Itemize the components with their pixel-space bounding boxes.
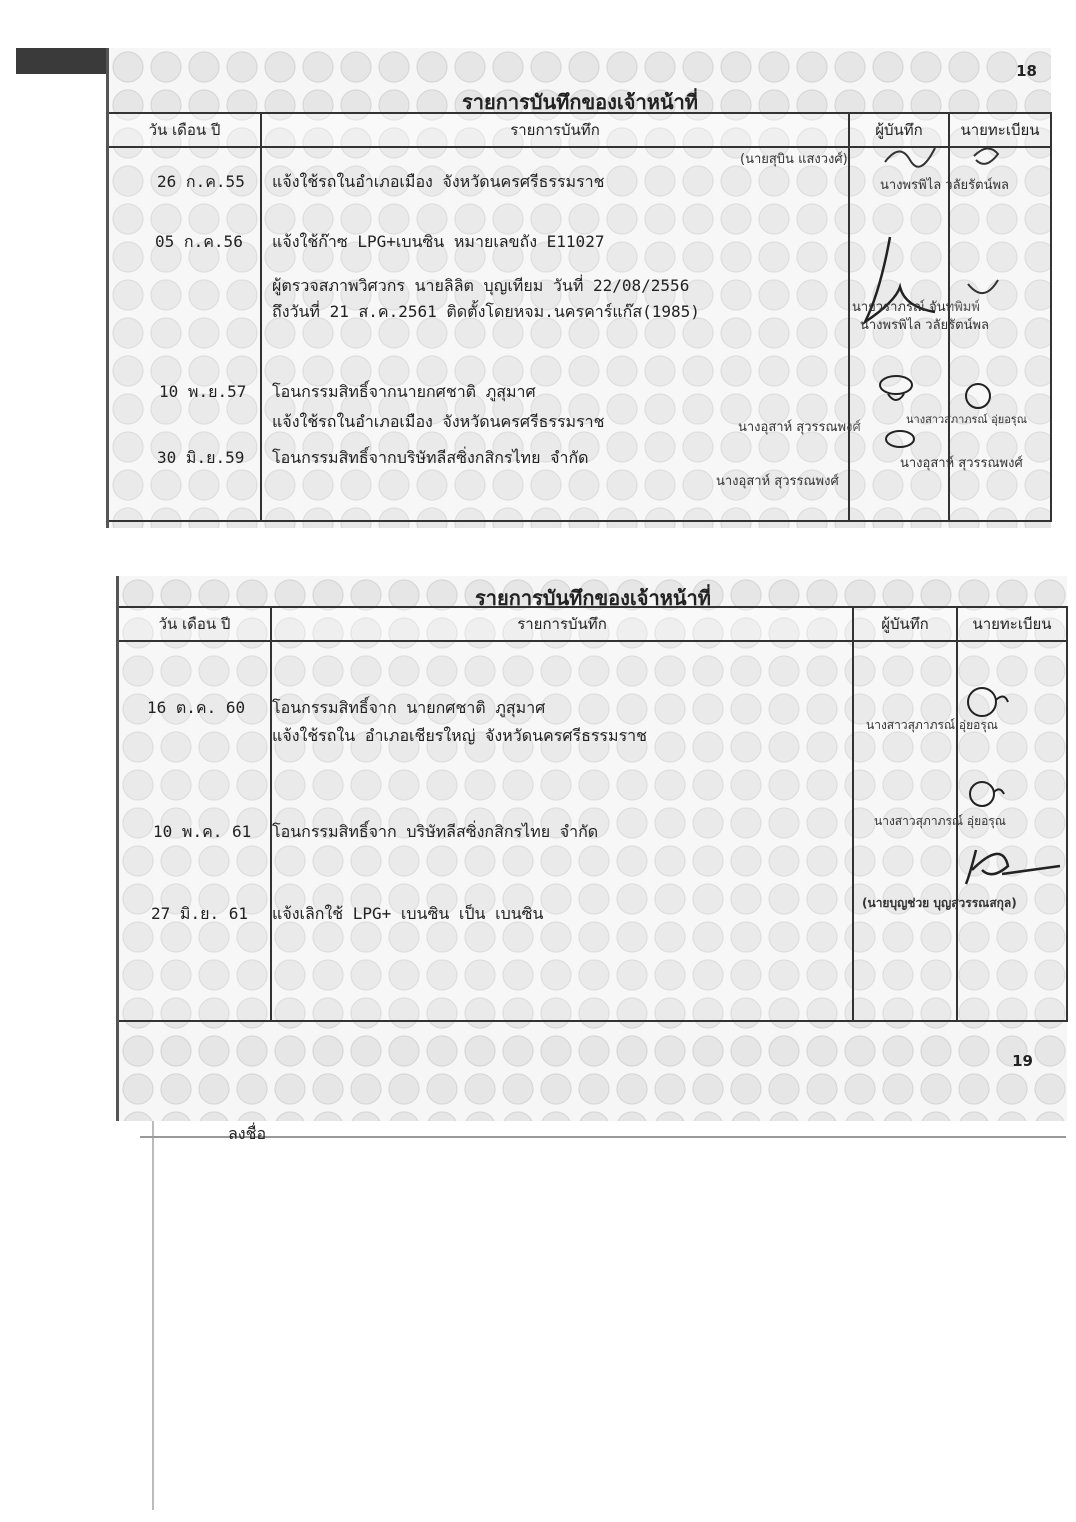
entry-date: 16 ต.ค. 60	[147, 698, 246, 717]
column-header-record: รายการบันทึก	[261, 113, 849, 147]
registrar-name: นางสาวสุภาภรณ์ อุ่ยอรุณ	[866, 718, 998, 732]
signature-mark	[880, 142, 940, 172]
registrar-name: นางสาวสุภาภรณ์ อุ่ยอรุณ	[906, 413, 1027, 426]
page-number: 19	[1012, 1052, 1033, 1070]
page-title: รายการบันทึกของเจ้าหน้าที่	[475, 586, 711, 610]
column-header-date: วัน เดือน ปี	[109, 113, 261, 147]
records-table	[119, 606, 1068, 1022]
entry-text: โอนกรรมสิทธิ์จากนายกศชาติ ภูสุมาศ	[272, 382, 536, 401]
signature-mark	[968, 142, 1008, 172]
date-column	[109, 147, 261, 521]
entry-date: 30 มิ.ย.59	[157, 448, 245, 467]
column-header-record: รายการบันทึก	[271, 607, 853, 641]
entry-text: โอนกรรมสิทธิ์จาก บริษัทลีสซิ่งกสิกรไทย จำกัด	[272, 822, 599, 841]
record-column	[261, 147, 861, 521]
record-column	[271, 641, 853, 1021]
recorder-column	[853, 641, 957, 1021]
column-header-registrar: นายทะเบียน	[957, 607, 1067, 641]
records-table	[109, 112, 1052, 522]
registrar-column	[862, 641, 1067, 1021]
recorder-name: นางอุสาห์ สุวรรณพงศ์	[738, 420, 861, 435]
table-body-row	[109, 147, 1051, 521]
recorder-name: (นายสุบิน แสงวงศ์)	[740, 152, 848, 167]
table-body-row	[119, 641, 1067, 1021]
entry-date: 27 มิ.ย. 61	[151, 904, 248, 923]
entry-date: 10 พ.ค. 61	[153, 822, 252, 841]
entry-text: แจ้งเลิกใช้ LPG+ เบนซิน เป็น เบนซิน	[272, 904, 544, 923]
entry-text: ถึงวันที่ 21 ส.ค.2561 ติดตั้งโดยหจม.นครคาร์แก๊ส(1985)	[272, 302, 700, 321]
entry-text: โอนกรรมสิทธิ์จากบริษัทลีสซิ่งกสิกรไทย จำกัด	[272, 448, 589, 467]
entry-text: แจ้งใช้รถในอำเภอเมือง จังหวัดนครศรีธรรมราช	[272, 412, 605, 431]
record-page-19	[116, 576, 1067, 1121]
column-header-recorder: ผู้บันทึก	[849, 113, 949, 147]
entry-text: โอนกรรมสิทธิ์จาก นายกศชาติ ภูสุมาศ	[272, 698, 546, 717]
record-page-18	[106, 48, 1051, 528]
page-number: 18	[1016, 62, 1037, 80]
signature-mark	[964, 770, 1008, 814]
table-header-row	[119, 607, 1067, 641]
entry-text: แจ้งใช้ก๊าซ LPG+เบนซิน หมายเลขถัง E11027	[272, 232, 605, 251]
signature-mark	[960, 680, 1010, 720]
registrar-name: นางพรพิไล วลัยรัตน์พล	[880, 178, 1010, 193]
signature-mark	[964, 274, 1004, 304]
registrar-name: นางอุสาห์ สุวรรณพงศ์	[900, 456, 1023, 471]
registrar-name: นางสาวสุภาภรณ์ อุ่ยอรุณ	[874, 814, 1006, 828]
date-column	[119, 641, 271, 1021]
registrar-name: นางพรพิไล วลัยรัตน์พล	[860, 318, 990, 333]
signature-mark	[874, 370, 924, 410]
recorder-name: นางอุสาห์ สุวรรณพงศ์	[716, 474, 839, 489]
footer-rule	[140, 1136, 1066, 1138]
entry-text: แจ้งใช้รถใน อำเภอเชียรใหญ่ จังหวัดนครศรีธรรมราช	[272, 726, 648, 745]
signature-mark	[962, 844, 1062, 888]
registrar-name: (นายบุญช่วย บุญสุวรรณสกุล)	[862, 896, 1017, 910]
column-header-registrar: นายทะเบียน	[949, 113, 1051, 147]
entry-text: ผู้ตรวจสภาพวิศวกร นายลิลิต บุญเทียม วันที่ 22/08/2556	[272, 276, 690, 295]
entry-date: 05 ก.ค.56	[155, 232, 243, 251]
column-header-recorder: ผู้บันทึก	[853, 607, 957, 641]
entry-date: 10 พ.ย.57	[159, 382, 247, 401]
entry-date: 26 ก.ค.55	[157, 172, 245, 191]
scan-edge-bar	[16, 48, 108, 74]
signature-label: ลงชื่อ	[228, 1124, 267, 1143]
recorder-name: นายวราภรณ์ จันทพิมพ์	[852, 300, 980, 315]
page-title: รายการบันทึกของเจ้าหน้าที่	[462, 90, 698, 114]
column-header-date: วัน เดือน ปี	[119, 607, 271, 641]
entry-text: แจ้งใช้รถในอำเภอเมือง จังหวัดนครศรีธรรมราช	[272, 172, 605, 191]
